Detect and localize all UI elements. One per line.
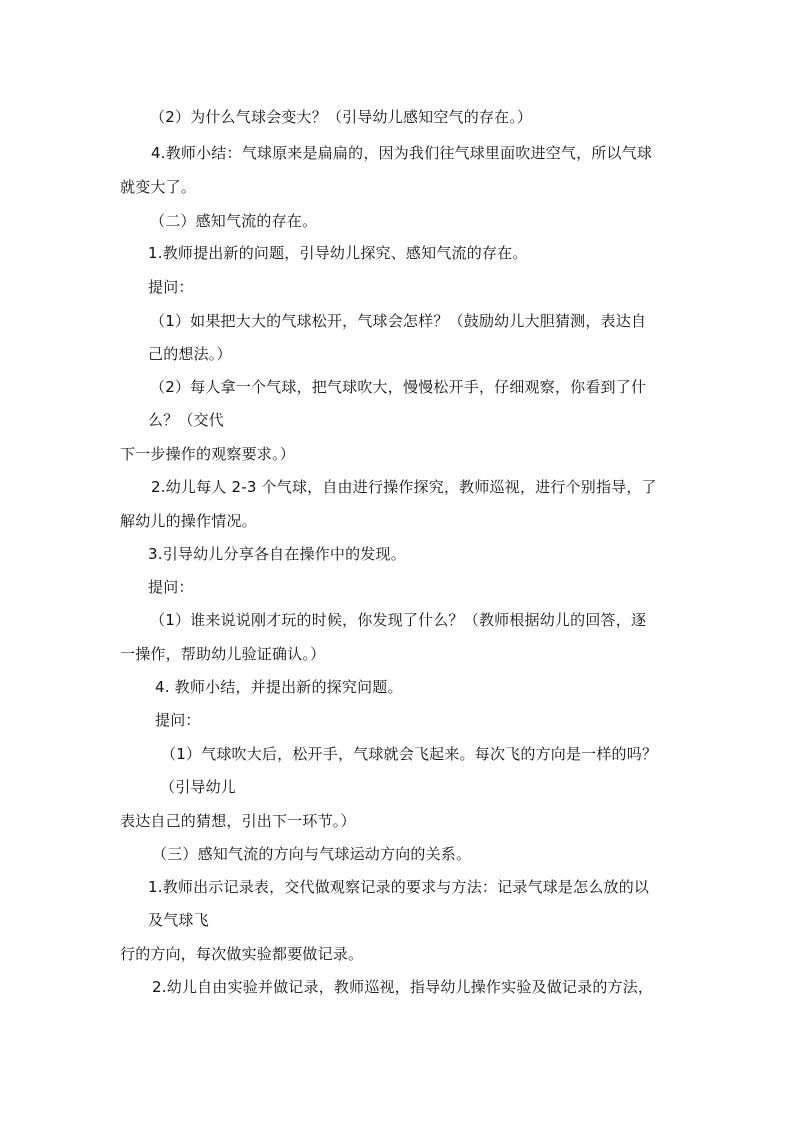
text-line: （1）谁来说说刚才玩的时候，你发现了什么？（教师根据幼儿的回答，逐: [150, 611, 647, 629]
text-line: （二）感知气流的存在。: [150, 212, 318, 230]
text-line: 2.幼儿自由实验并做记录，教师巡视，指导幼儿操作实验及做记录的方法，: [152, 978, 654, 996]
text-line: 么？（交代: [148, 411, 225, 429]
text-line: 及气球飞: [148, 911, 209, 929]
text-line: 提问：: [155, 711, 201, 729]
text-line: （引导幼儿: [160, 778, 237, 796]
text-line: 行的方向，每次做实验都要做记录。: [120, 945, 364, 963]
text-line: 下一步操作的观察要求。）: [120, 445, 295, 463]
text-line: （三）感知气流的方向与气球运动方向的关系。: [152, 845, 472, 863]
text-line: 1.教师提出新的问题，引导幼儿探究、感知气流的存在。: [148, 244, 528, 262]
text-line: 提问：: [148, 278, 194, 296]
text-line: 就变大了。: [120, 178, 197, 196]
text-line: 2.幼儿每人 2-3 个气球，自由进行操作探究，教师巡视，进行个别指导，了: [151, 478, 657, 496]
text-line: 己的想法。）: [148, 345, 232, 363]
text-line: 解幼儿的操作情况。: [120, 512, 257, 530]
text-line: 提问：: [148, 578, 194, 596]
text-line: （1）如果把大大的气球松开，气球会怎样？（鼓励幼儿大胆猜测，表达自: [150, 312, 647, 330]
text-line: 表达自己的猜想，引出下一环节。）: [120, 812, 356, 830]
text-line: 一操作，帮助幼儿验证确认。）: [120, 645, 326, 663]
text-line: 1.教师出示记录表，交代做观察记录的要求与方法：记录气球是怎么放的以: [148, 878, 650, 896]
text-line: 4. 教师小结，并提出新的探究问题。: [155, 678, 403, 696]
text-line: （1）气球吹大后，松开手，气球就会飞起来。每次飞的方向是一样的吗？: [161, 745, 658, 763]
text-line: （2）每人拿一个气球，把气球吹大，慢慢松开手，仔细观察，你看到了什: [150, 378, 647, 396]
text-line: 3.引导幼儿分享各自在操作中的发现。: [148, 545, 406, 563]
text-line: 4.教师小结：气球原来是扁扁的，因为我们往气球里面吹进空气，所以气球: [151, 144, 653, 162]
text-line: （2）为什么气球会变大？（引导幼儿感知空气的存在。）: [150, 108, 533, 126]
